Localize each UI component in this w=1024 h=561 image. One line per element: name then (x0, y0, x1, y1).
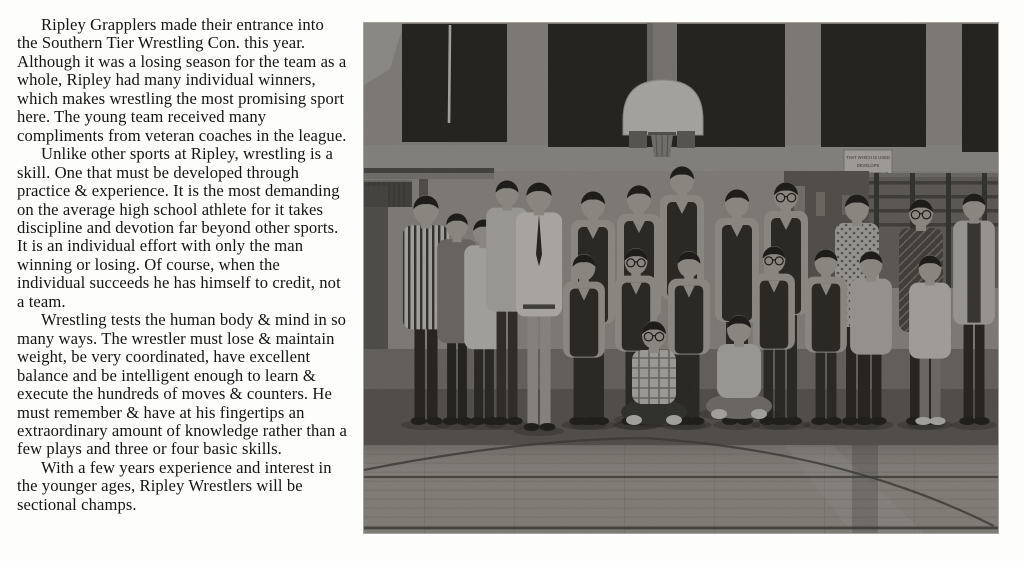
team-photo (364, 23, 998, 533)
paragraph-2: Unlike other sports at Ripley, wrestling is a skill. One that must be developed through practice & experience. It is the most demanding on the average high school athlete for it takes discipline and devotion far beyond other sports. It is an individual effort with only the man winning or losing. Of course, when the individual succeeds he has himself to credit, not a team. (17, 144, 341, 311)
sign-line-1: THAT WHICH IS USED (846, 155, 890, 160)
article-text-column (17, 16, 348, 514)
sign-line-2: DEVELOPS (856, 163, 880, 168)
paragraph-3: Wrestling tests the human body & mind in so many ways. The wrestler must lose & maintain weight, be very coordinated, have excellent balance and be intelligent enough to learn & execute the hundreds of moves & counters. He must remember & have at his fingertips an extraordinary amount of knowledge rather than a few plays and three or four basic skills. (17, 310, 347, 459)
photo-grain-light (364, 23, 998, 533)
paragraph-1: Ripley Grapplers made their entrance into the Southern Tier Wrestling Con. this year. Although it was a losing season for the team as a whole, Ripley had many individual winners, which makes wrestling the most promising sport here. The young team received many compliments from veteran coaches in the league. (17, 15, 347, 145)
paragraph-4: With a few years experience and interest in the younger ages, Ripley Wrestlers will be sectional champs. (17, 457, 332, 514)
